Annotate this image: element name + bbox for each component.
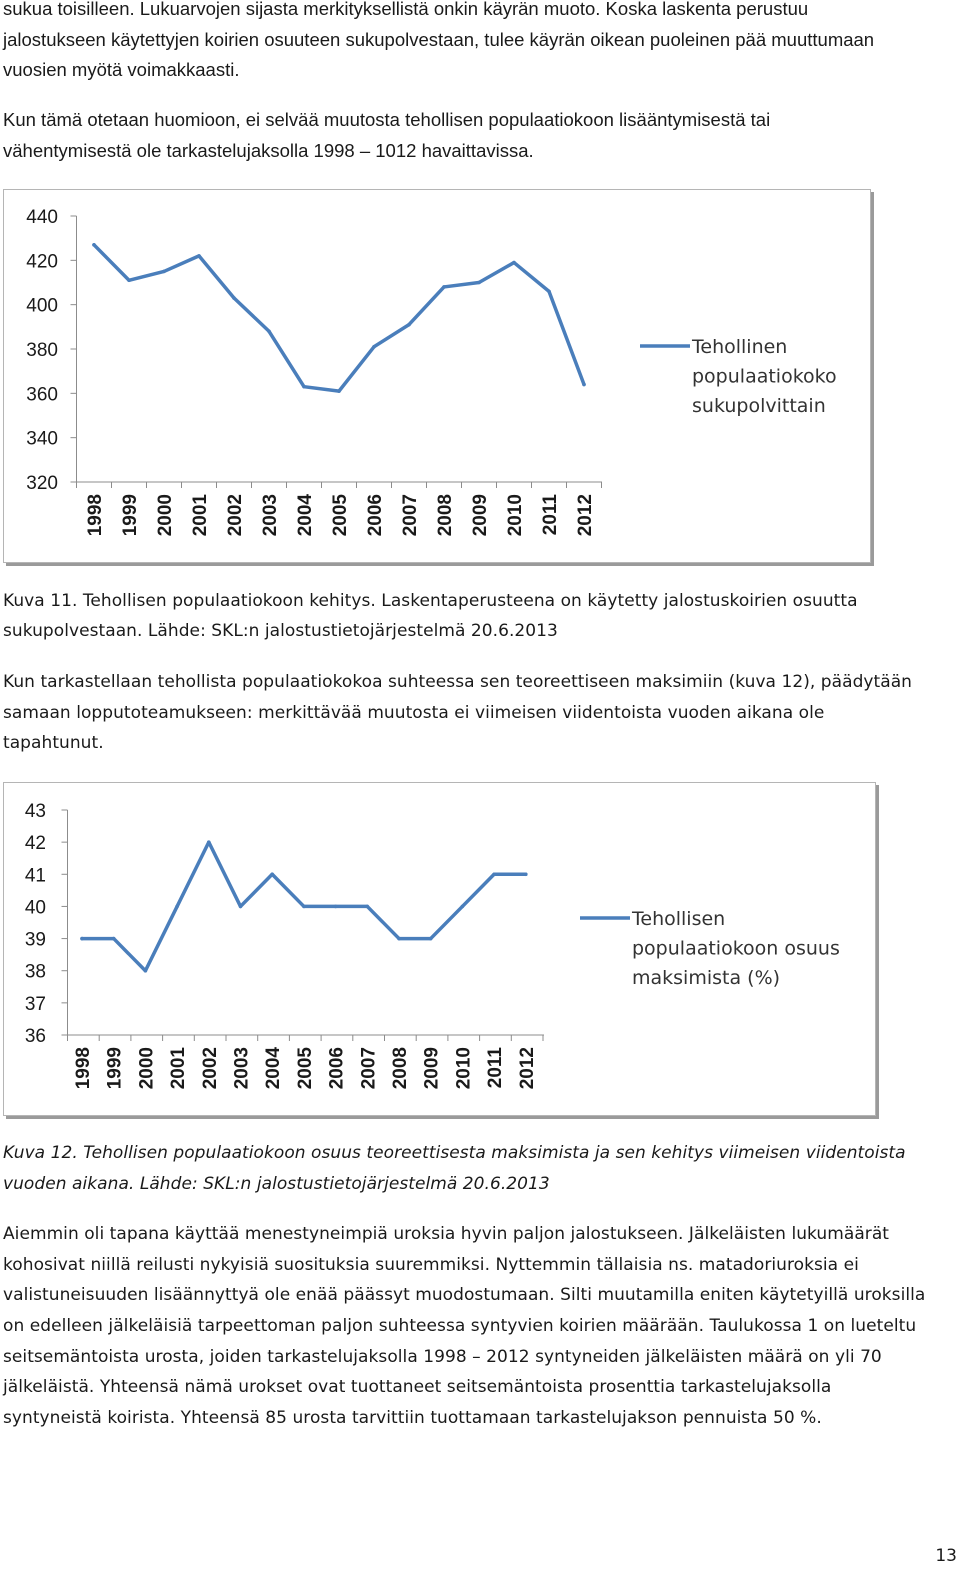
x-tick-label: 2000 [136,1047,158,1090]
x-tick-label: 1998 [73,1047,94,1090]
x-tick-label: 2002 [225,494,246,537]
x-tick-label: 2006 [326,1047,348,1090]
data-point [267,329,271,333]
chart-2-svg [4,783,875,1115]
x-tick-label: 2007 [358,1047,380,1090]
y-tick-label: 440 [26,207,58,228]
x-tick-label: 2007 [400,494,421,537]
data-point [197,254,201,258]
x-tick-label: 2003 [260,494,281,537]
y-tick-label: 340 [26,428,58,450]
paragraph-line: jalostukseen käytettyjen koirien osuuteen sukupolvestaan, tulee käyrän oikean puoleinen pää muuttumaan [3,28,875,50]
x-tick-label: 2008 [390,1047,411,1090]
data-point [524,872,528,876]
paragraph-line: tapahtunut. [3,733,104,753]
x-tick-label: 1999 [120,494,141,537]
y-tick-label: 39 [24,929,46,951]
x-tick-label: 2005 [330,494,351,537]
data-point [337,389,341,393]
paragraph-line: seitsemäntoista urosta, joiden tarkastelujaksolla 1998 – 2012 syntyneiden jälkeläisten määrä on yli 70 [3,1347,882,1367]
data-point [461,905,465,909]
paragraph-line: jälkeläistä. Yhteensä nämä urokset ovat tuottaneet seitsemäntoista prosenttia tarkastelujaksolla [3,1377,832,1397]
paragraph-line: kohosivat niillä reilusti nykyisiä suosituksia suuremmiksi. Nyttemmin tällaisia ns. matadoriuroksia ei [3,1255,859,1275]
x-tick-label: 2005 [294,1047,316,1090]
legend-label: populaatiokoon osuus [632,937,840,960]
legend-label: maksimista (%) [632,967,781,989]
data-point [112,937,116,941]
chart-population-share-of-max [3,782,876,1116]
y-tick-label: 36 [24,1026,46,1047]
data-point [397,937,401,941]
chart-1-svg [4,190,870,562]
legend-label: Tehollisen [632,908,726,930]
data-point [232,296,236,300]
figure-caption: sukupolvestaan. Lähde: SKL:n jalostustietojärjestelmä 20.6.2013 [3,621,558,641]
x-tick-label: 2010 [453,1047,475,1090]
data-point [175,905,179,909]
data-point [492,872,496,876]
data-point [92,243,96,247]
data-point [239,905,243,909]
figure-caption: Kuva 11. Tehollisen populaatiokoon kehitys. Laskentaperusteena on käytetty jalostuskoirien osuutta [3,591,858,611]
data-point [302,905,306,909]
y-tick-label: 41 [24,865,46,887]
data-point [429,937,433,941]
x-tick-label: 2012 [516,1047,538,1090]
x-tick-label: 2012 [575,494,596,537]
paragraph-line: sukua toisilleen. Lukuarvojen sijasta merkityksellistä onkin käyrän muoto. Koska laskenta perustuu [3,0,809,19]
x-tick-label: 2003 [231,1047,253,1090]
data-point [162,270,166,274]
y-tick-label: 400 [26,295,58,317]
chart-effective-population-size [3,189,871,563]
x-tick-label: 2000 [155,494,176,537]
paragraph-line: samaan lopputoteamukseen: merkittävää muutosta ei viimeisen viidentoista vuoden aikana ole [3,703,825,723]
data-point [372,345,376,349]
data-point [144,969,148,973]
legend-label: sukupolvittain [692,395,826,417]
y-tick-label: 40 [24,897,46,919]
x-tick-label: 2010 [505,494,526,537]
data-point [207,840,211,844]
data-point [80,937,84,941]
paragraph-line: Kun tämä otetaan huomioon, ei selvää muutosta tehollisen populaatiokoon lisääntymisestä tai [3,109,771,130]
data-point [512,261,516,265]
x-tick-label: 2011 [485,1047,507,1089]
y-tick-label: 420 [26,251,58,273]
data-point [366,905,370,909]
x-tick-label: 2004 [295,494,316,537]
series-line [94,245,584,391]
data-point [477,281,481,285]
y-tick-label: 320 [26,473,58,494]
paragraph-line: vähentymisestä ole tarkastelujaksolla 1998 – 1012 havaittavissa. [3,140,534,161]
x-tick-label: 2001 [168,1047,190,1090]
x-tick-label: 2008 [435,494,456,537]
paragraph-line: syntyneistä koirista. Yhteensä 85 urosta tarvittiin tuottamaan tarkastelujakson pennuista 50 %. [3,1408,822,1428]
legend-label: Tehollinen [692,336,788,358]
x-tick-label: 2009 [470,494,491,537]
y-tick-label: 37 [24,993,46,1015]
x-tick-label: 2006 [365,494,386,537]
paragraph-line: on edelleen jälkeläisiä tarpeettoman paljon suhteessa syntyvien koirien määrään. Taulukossa 1 on lueteltu [3,1316,917,1336]
figure-caption: Kuva 12. Tehollisen populaatiokoon osuus teoreettisesta maksimista ja sen kehitys viimeisen viidentoista [3,1143,906,1163]
paragraph-line: Aiemmin oli tapana käyttää menestyneimpiä uroksia hyvin paljon jalostukseen. Jälkeläisten lukumäärät [3,1224,890,1244]
data-point [407,323,411,327]
legend-label: populaatiokoko [692,365,837,388]
x-tick-label: 2009 [421,1047,443,1090]
data-point [334,905,338,909]
data-point [270,872,274,876]
x-tick-label: 2001 [190,494,211,537]
data-point [547,290,551,294]
paragraph-line: vuosien myötä voimakkaasti. [3,59,240,80]
y-tick-label: 43 [24,801,46,822]
y-tick-label: 38 [24,961,46,983]
figure-caption: vuoden aikana. Lähde: SKL:n jalostustietojärjestelmä 20.6.2013 [3,1174,550,1194]
data-point [127,278,131,282]
x-tick-label: 2002 [199,1047,221,1090]
x-tick-label: 1998 [85,494,106,537]
y-tick-label: 42 [24,833,46,855]
x-tick-label: 1999 [104,1047,126,1090]
data-point [302,385,306,389]
y-tick-label: 360 [26,384,58,406]
paragraph-line: Kun tarkastellaan tehollista populaatiokokoa suhteessa sen teoreettiseen maksimiin (kuva 12), päädytään [3,672,913,692]
paragraph-line: valistuneisuuden lisäännyttyä ole enää päässyt muodostumaan. Silti muutamilla eniten käytetyillä uroksilla [3,1285,926,1305]
data-point [442,285,446,289]
x-tick-label: 2011 [540,494,561,536]
y-tick-label: 380 [26,340,58,361]
page-number: 13 [935,1546,957,1566]
data-point [582,383,586,387]
x-tick-label: 2004 [263,1047,285,1090]
